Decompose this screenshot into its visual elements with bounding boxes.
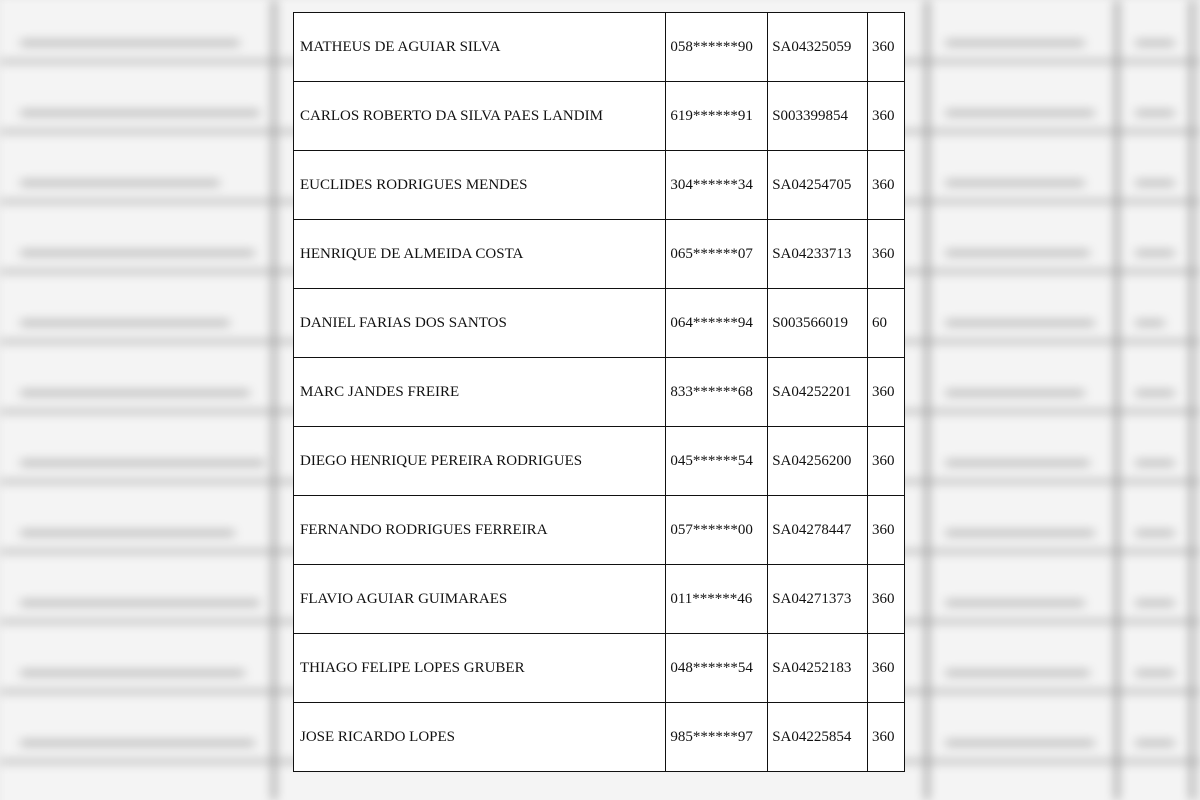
results-table — [293, 12, 905, 772]
value-cell: 360 — [868, 703, 905, 772]
name-cell: CARLOS ROBERTO DA SILVA PAES LANDIM — [294, 82, 666, 151]
blurred-column-divider — [925, 0, 929, 800]
blurred-text — [20, 40, 240, 46]
cpf-cell: 057******00 — [666, 496, 768, 565]
cpf-cell: 045******54 — [666, 427, 768, 496]
blurred-text — [20, 530, 235, 536]
blurred-text — [945, 180, 1085, 186]
blurred-text — [20, 250, 255, 256]
value-cell: 360 — [868, 82, 905, 151]
cpf-cell: 833******68 — [666, 358, 768, 427]
name-cell: FERNANDO RODRIGUES FERREIRA — [294, 496, 666, 565]
blurred-text — [1135, 460, 1175, 466]
code-cell: SA04254705 — [768, 151, 868, 220]
name-cell: JOSE RICARDO LOPES — [294, 703, 666, 772]
code-cell: SA04252183 — [768, 634, 868, 703]
value-cell: 360 — [868, 220, 905, 289]
blurred-text — [945, 40, 1085, 46]
blurred-text — [1135, 670, 1175, 676]
cpf-cell: 985******97 — [666, 703, 768, 772]
blurred-text — [20, 390, 250, 396]
blurred-text — [945, 740, 1095, 746]
table-row — [294, 427, 905, 496]
value-cell: 60 — [868, 289, 905, 358]
code-cell: SA04252201 — [768, 358, 868, 427]
value-cell: 360 — [868, 565, 905, 634]
table-row — [294, 358, 905, 427]
name-cell: MARC JANDES FREIRE — [294, 358, 666, 427]
blurred-text — [1135, 180, 1175, 186]
code-cell: S003566019 — [768, 289, 868, 358]
blurred-text — [945, 110, 1095, 116]
table-row — [294, 634, 905, 703]
cpf-cell: 011******46 — [666, 565, 768, 634]
blurred-text — [1135, 110, 1175, 116]
blurred-column-divider — [272, 0, 276, 800]
value-cell: 360 — [868, 427, 905, 496]
blurred-text — [1135, 40, 1175, 46]
table-row — [294, 220, 905, 289]
blurred-text — [20, 320, 230, 326]
blurred-text — [20, 110, 260, 116]
name-cell: FLAVIO AGUIAR GUIMARAES — [294, 565, 666, 634]
code-cell: SA04271373 — [768, 565, 868, 634]
value-cell: 360 — [868, 496, 905, 565]
code-cell: SA04233713 — [768, 220, 868, 289]
blurred-text — [20, 600, 260, 606]
blurred-text — [20, 740, 255, 746]
cpf-cell: 304******34 — [666, 151, 768, 220]
cpf-cell: 064******94 — [666, 289, 768, 358]
blurred-text — [20, 180, 220, 186]
blurred-text — [945, 670, 1090, 676]
value-cell: 360 — [868, 634, 905, 703]
table-row — [294, 82, 905, 151]
table-row — [294, 565, 905, 634]
blurred-text — [1135, 390, 1175, 396]
blurred-text — [945, 460, 1090, 466]
value-cell: 360 — [868, 151, 905, 220]
blurred-text — [1135, 600, 1175, 606]
cpf-cell: 048******54 — [666, 634, 768, 703]
name-cell: THIAGO FELIPE LOPES GRUBER — [294, 634, 666, 703]
blurred-text — [945, 390, 1085, 396]
table-row — [294, 13, 905, 82]
blurred-text — [945, 600, 1085, 606]
blurred-text — [1135, 250, 1175, 256]
name-cell: DIEGO HENRIQUE PEREIRA RODRIGUES — [294, 427, 666, 496]
code-cell: SA04278447 — [768, 496, 868, 565]
cpf-cell: 619******91 — [666, 82, 768, 151]
value-cell: 360 — [868, 13, 905, 82]
blurred-column-divider — [1115, 0, 1119, 800]
code-cell: SA04256200 — [768, 427, 868, 496]
blurred-text — [20, 670, 245, 676]
code-cell: SA04225854 — [768, 703, 868, 772]
cpf-cell: 065******07 — [666, 220, 768, 289]
table-row — [294, 151, 905, 220]
blurred-column-divider — [1190, 0, 1194, 800]
table-row — [294, 496, 905, 565]
blurred-text — [1135, 320, 1165, 326]
table-row — [294, 289, 905, 358]
name-cell: EUCLIDES RODRIGUES MENDES — [294, 151, 666, 220]
table-row — [294, 703, 905, 772]
name-cell: HENRIQUE DE ALMEIDA COSTA — [294, 220, 666, 289]
code-cell: SA04325059 — [768, 13, 868, 82]
blurred-text — [945, 320, 1095, 326]
code-cell: S003399854 — [768, 82, 868, 151]
blurred-text — [20, 460, 265, 466]
cpf-cell: 058******90 — [666, 13, 768, 82]
name-cell: DANIEL FARIAS DOS SANTOS — [294, 289, 666, 358]
name-cell: MATHEUS DE AGUIAR SILVA — [294, 13, 666, 82]
blurred-text — [1135, 740, 1175, 746]
blurred-text — [1135, 530, 1175, 536]
blurred-text — [945, 530, 1095, 536]
blurred-text — [945, 250, 1090, 256]
value-cell: 360 — [868, 358, 905, 427]
